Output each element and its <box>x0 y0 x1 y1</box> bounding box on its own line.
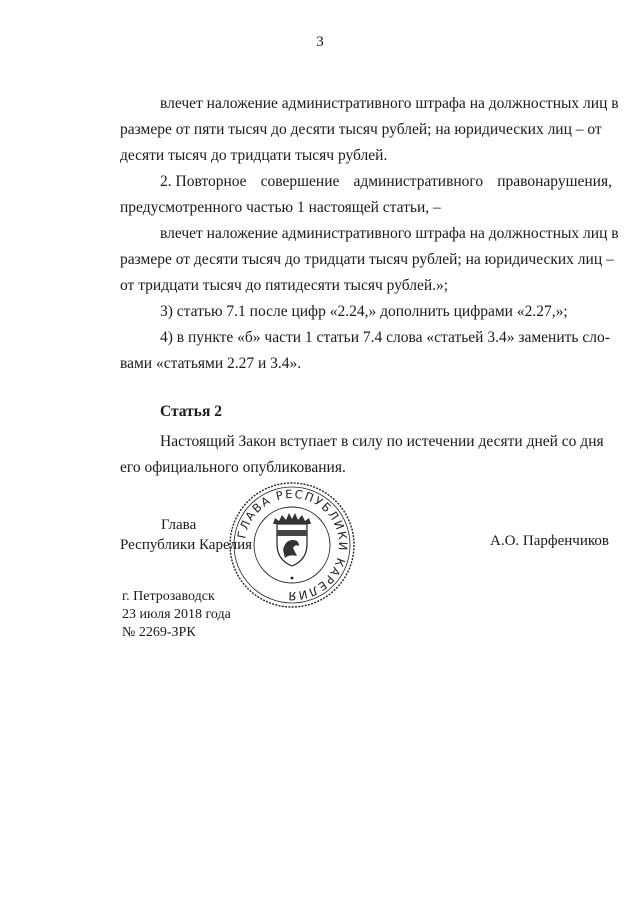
signatory-name: А.О. Парфенчиков <box>490 533 609 549</box>
page-number: 3 <box>316 34 324 50</box>
paragraph-line: размере от пяти тысяч до десяти тысяч рублей; на юридических лиц – от <box>120 121 602 138</box>
paragraph-line: десяти тысяч до тридцати тысяч рублей. <box>120 147 388 164</box>
paragraph-line: предусмотренного частью 1 настоящей статьи, – <box>120 199 441 216</box>
paragraph-line: влечет наложение административного штрафа на должностных лиц в <box>160 225 619 242</box>
word: правонарушения, <box>497 173 612 190</box>
paragraph-line: от тридцати тысяч до пятидесяти тысяч рублей.»; <box>120 277 449 294</box>
paragraph-line: его официального опубликования. <box>120 459 346 476</box>
city: г. Петрозаводск <box>122 589 215 604</box>
paragraph-line: влечет наложение административного штрафа на должностных лиц в <box>160 95 619 112</box>
seal-text: ГЛАВА РЕСПУБЛИКИ КАРЕЛИЯ <box>234 486 351 604</box>
date: 23 июля 2018 года <box>122 607 231 622</box>
signatory-title: Республики Карелия <box>120 537 253 553</box>
karelia-coat-of-arms-icon <box>273 513 311 579</box>
article-heading: Статья 2 <box>160 403 222 420</box>
paragraph-line: размере от десяти тысяч до тридцати тысяч рублей; на юридических лиц – <box>120 251 614 268</box>
paragraph-line: вами «статьями 2.27 и 3.4». <box>120 355 302 372</box>
word: административного <box>353 173 484 190</box>
paragraph-line-justified <box>160 169 612 195</box>
word: 2. Повторное <box>160 173 247 190</box>
place-date-block <box>122 588 231 642</box>
signatory-title: Глава <box>161 517 197 533</box>
paragraph-line: 4) в пункте «б» части 1 статьи 7.4 слова «статьей 3.4» заменить сло- <box>160 329 610 346</box>
paragraph-line: Настоящий Закон вступает в силу по истечении десяти дней со дня <box>160 433 604 450</box>
law-number: № 2269-ЗРК <box>122 625 196 640</box>
word: совершение <box>260 173 340 190</box>
paragraph-line: 3) статью 7.1 после цифр «2.24,» дополнить цифрами «2.27,»; <box>160 303 568 320</box>
